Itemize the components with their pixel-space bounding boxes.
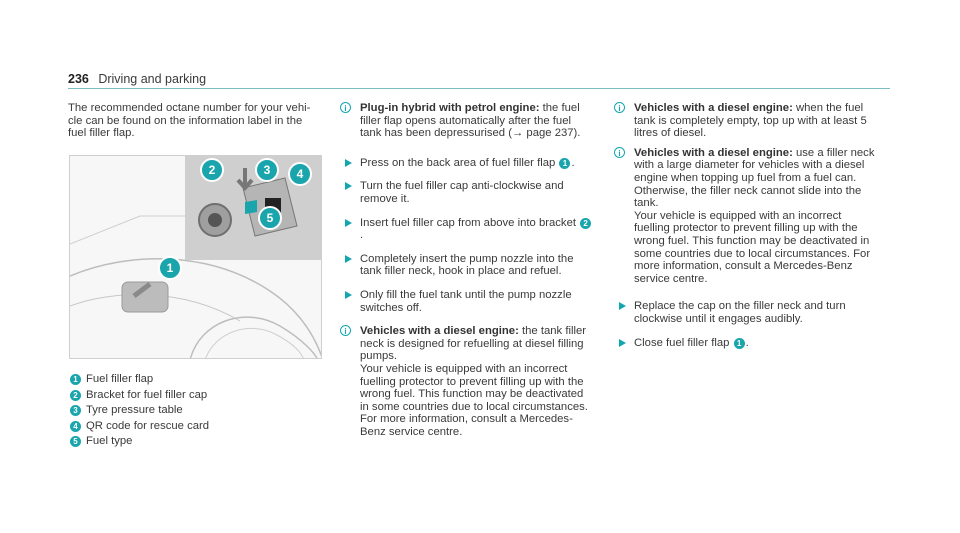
note-text: the fuel filler flap opens automatically after the fuel tank has been depressurised ( [360,102,580,140]
note-text-2: Your vehicle is equipped with an incorrect fuelling protector to prevent filling up with the wrong fuel. This function may be deactivated in some countries due to local circumstances. For more information, consult a Mercedes-Benz service centre. [634,209,871,285]
legend-text: Fuel type [86,435,133,447]
callout-1: 1 [158,256,182,280]
step-close-flap [611,337,879,350]
step-press-flap [337,157,595,170]
legend-text: QR code for rescue card [86,419,210,432]
info-icon: i [340,102,351,113]
ref-badge: 1 [559,158,570,169]
step-text: Turn the fuel filler cap anti-clockwise and remove it. [360,180,564,205]
step-remove-cap [337,180,595,205]
step-arrow-icon [345,159,352,167]
step-text: Only fill the fuel tank until the pump nozzle switches off. [360,288,572,314]
step-text: Replace the cap on the filler neck and turn clockwise until it engages audibly. [634,300,846,325]
step-arrow-icon [345,291,352,299]
middle-column [337,102,595,445]
ref-badge: 1 [734,338,745,349]
note-text: when the fuel tank is completely empty, top up with at least 5 litres of diesel. [634,102,867,140]
info-icon: i [340,325,351,336]
note-title: Vehicles with a diesel engine: [634,146,793,159]
figure-legend [69,373,317,451]
step-arrow-icon [345,219,352,227]
callout-2: 2 [200,158,224,182]
legend-text: Bracket for fuel filler cap [86,388,208,401]
legend-badge: 1 [70,374,81,385]
legend-item [69,404,317,420]
diesel-note [337,325,595,438]
note-text-end: ). [573,127,581,140]
right-column [611,102,879,360]
legend-item [69,373,317,389]
diesel-empty-note [611,102,879,140]
step-insert-cap [337,217,595,242]
step-text: Completely insert the pump nozzle into the tank filler neck, hook in place and refuel. [360,252,574,278]
step-arrow-icon [619,302,626,310]
note-title: Vehicles with a diesel engine: [360,325,519,338]
ref-badge: 2 [580,218,591,229]
callout-4: 4 [288,162,312,186]
legend-badge: 5 [70,436,81,447]
callout-5: 5 [258,206,282,230]
legend-item [69,420,317,436]
step-end: . [571,156,575,169]
step-end: . [360,229,364,242]
legend-badge: 4 [70,421,81,432]
plug-in-hybrid-note [337,102,595,140]
section-title: Driving and parking [98,72,207,86]
step-text: Press on the back area of fuel filler flap [360,156,556,169]
diesel-filler-neck-note [611,147,879,286]
header-rule [68,88,890,89]
info-icon: i [614,147,625,158]
info-icon: i [614,102,625,113]
step-fill-tank [337,289,595,314]
legend-item [69,389,317,405]
note-text-2: Your vehicle is equipped with an incorrect fuelling protector to prevent filling up with the wrong fuel. This function may be deactivated in some countries due to local circumstances. For more information, consult a Mercedes-Benz service centre. [360,362,588,438]
page-header [68,72,206,86]
fuel-flap-illustration [69,155,322,359]
legend-text: Fuel filler flap [86,373,154,385]
legend-item [69,435,317,451]
step-arrow-icon [619,339,626,347]
note-text: use a filler neck with a large diameter for vehicles with a diesel engine when topping up fuel from a fuel can. Otherwise, the filler neck cannot slide into the tank. [634,146,875,210]
step-arrow-icon [345,255,352,263]
step-insert-nozzle [337,253,595,278]
step-text: Close fuel filler flap [634,336,730,349]
note-title: Vehicles with a diesel engine: [634,102,793,114]
step-text: Insert fuel filler cap from above into bracket [360,216,576,229]
legend-text: Tyre pressure table [86,404,183,416]
step-replace-cap [611,300,879,325]
page-link[interactable]: → page 237 [511,127,574,140]
legend-badge: 2 [70,390,81,401]
left-column [68,102,316,150]
legend-badge: 3 [70,405,81,416]
step-arrow-icon [345,182,352,190]
page-number: 236 [68,72,89,86]
note-title: Plug-in hybrid with petrol engine: [360,102,540,114]
step-end: . [745,336,749,349]
note-text: the tank filler neck is designed for refuelling at diesel filling pumps. [360,325,587,363]
intro-text: The recommended octane number for your vehi- cle can be found on the information label in the fuel filler flap. [68,102,311,140]
callout-3: 3 [255,158,279,182]
